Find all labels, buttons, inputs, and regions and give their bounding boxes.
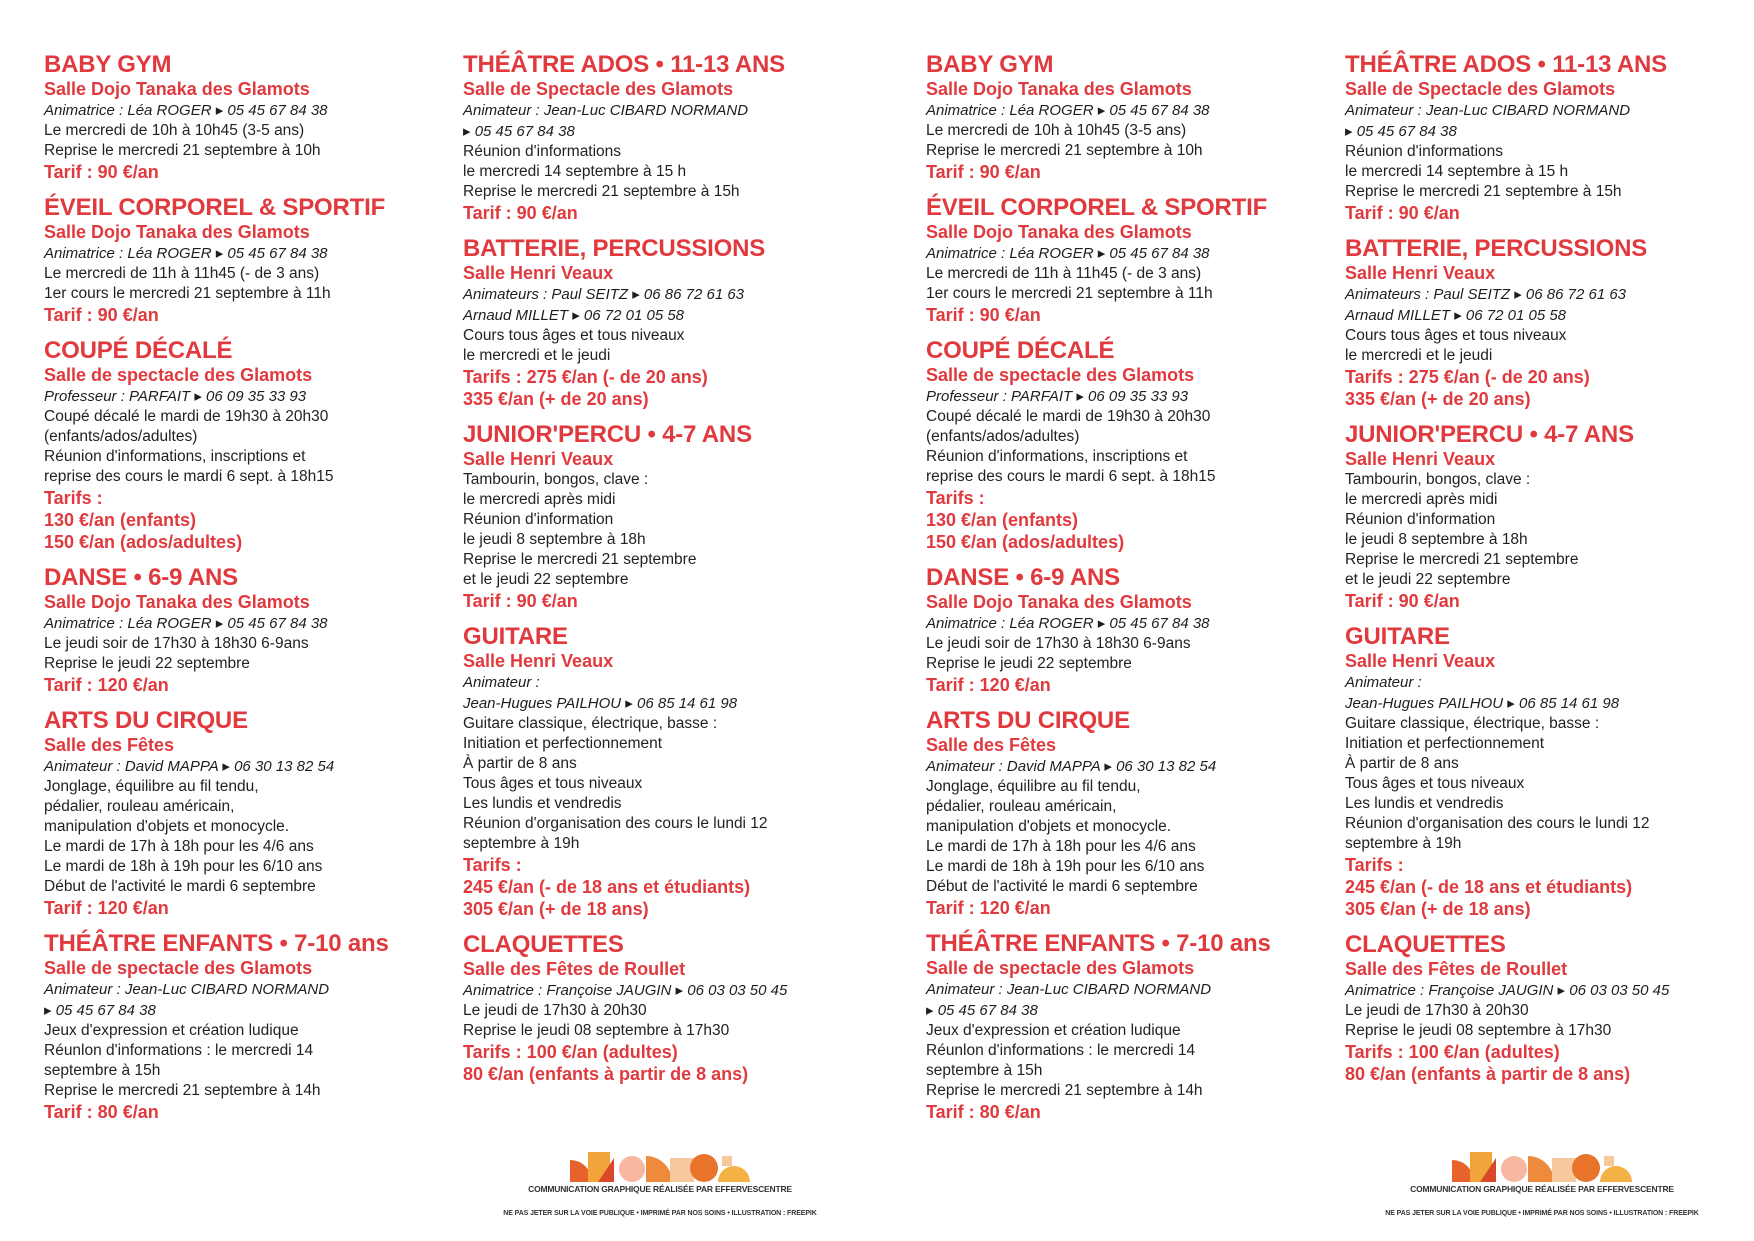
activity-detail: Reprise le mercredi 21 septembre à 14h [926,1082,1203,1099]
activity-tarif: Tarif : 80 €/an [926,1102,1041,1122]
activity-title: JUNIOR'PERCU • 4-7 ANS [1345,421,1634,448]
activity-detail: Le mercredi de 10h à 10h45 (3-5 ans) [926,122,1187,139]
column-4-repeat [1345,50,1754,1095]
activity-title: COUPÉ DÉCALÉ [44,337,233,364]
activity-venue: Salle de spectacle des Glamots [926,958,1195,978]
activity-title: DANSE • 6-9 ANS [44,564,238,591]
activity-venue: Salle des Fêtes de Roullet [463,959,686,979]
activity-detail: Le mardi de 18h à 19h pour les 6/10 ans [44,858,323,875]
activity-title: BABY GYM [926,51,1054,78]
activity-detail: (enfants/ados/adultes) [44,428,198,445]
activity-section [926,706,1346,919]
activity-detail: Guitare classique, électrique, basse : [463,715,718,732]
activity-title: CLAQUETTES [463,931,624,958]
activity-detail: le mercredi et le jeudi [463,347,611,364]
activity-detail: Cours tous âges et tous niveaux [1345,327,1567,344]
activity-title: ARTS DU CIRQUE [44,707,248,734]
activity-detail: Jeux d'expression et création ludique [926,1022,1181,1039]
activity-title: DANSE • 6-9 ANS [926,564,1120,591]
activity-venue: Salle Henri Veaux [463,651,614,671]
activity-detail: Le mercredi de 11h à 11h45 (- de 3 ans) [44,265,320,282]
activity-detail: À partir de 8 ans [463,755,577,772]
effervescentre-logo-icon [1452,1152,1632,1182]
activity-detail: Coupé décalé le mardi de 19h30 à 20h30 [44,408,329,425]
activity-venue: Salle des Fêtes de Roullet [1345,959,1568,979]
activity-tarif: Tarif : 90 €/an [44,305,159,325]
activity-section [926,50,1346,183]
activity-section [44,50,464,183]
activity-contact: Jean-Hugues PAILHOU ▸ 06 85 14 61 98 [463,695,738,712]
activity-detail: Réunlon d'informations : le mercredi 14 [44,1042,314,1059]
activity-detail: Reprise le mercredi 21 septembre à 14h [44,1082,321,1099]
activity-contact: Animateur : Jean-Luc CIBARD NORMAND [44,981,330,998]
activity-venue: Salle Dojo Tanaka des Glamots [926,222,1192,242]
activity-detail: Reprise le mercredi 21 septembre à 10h [926,142,1203,159]
activity-tarif: 80 €/an (enfants à partir de 8 ans) [463,1064,749,1084]
activity-section [463,622,883,920]
activity-detail: reprise des cours le mardi 6 sept. à 18h15 [926,468,1216,485]
activity-contact: Arnaud MILLET ▸ 06 72 01 05 58 [1345,307,1567,324]
activity-detail: le mercredi après midi [1345,491,1498,508]
activity-section [463,234,883,410]
activity-section [44,336,464,553]
activity-detail: Les lundis et vendredis [1345,795,1504,812]
activity-title: THÉÂTRE ENFANTS • 7-10 ans [44,930,389,957]
activity-contact: Animateur : Jean-Luc CIBARD NORMAND [463,102,749,119]
activity-detail: Réunlon d'informations : le mercredi 14 [926,1042,1196,1059]
activity-detail: Réunion d'informations [463,143,622,160]
activity-detail: Le mercredi de 10h à 10h45 (3-5 ans) [44,122,305,139]
activity-detail: Initiation et perfectionnement [463,735,663,752]
activity-detail: Reprise le mercredi 21 septembre à 10h [44,142,321,159]
activity-tarif: Tarifs : 100 €/an (adultes) [463,1042,678,1062]
activity-contact: Animatrice : Françoise JAUGIN ▸ 06 03 03 50 45 [463,982,788,999]
activity-contact: Animateur : David MAPPA ▸ 06 30 13 82 54 [926,758,1217,775]
activity-detail: manipulation d'objets et monocycle. [926,818,1172,835]
activity-detail: Début de l'activité le mardi 6 septembre [926,878,1198,895]
activity-tarif: 335 €/an (+ de 20 ans) [1345,389,1531,409]
activity-tarif: Tarif : 120 €/an [926,675,1051,695]
activity-tarif: 245 €/an (- de 18 ans et étudiants) [1345,877,1633,897]
activity-section [1345,234,1754,410]
activity-detail: Reprise le mercredi 21 septembre [1345,551,1579,568]
activity-tarif: Tarif : 90 €/an [926,305,1041,325]
activity-tarif: Tarifs : [463,855,522,875]
activity-tarif: Tarif : 90 €/an [1345,591,1460,611]
activity-tarif: Tarif : 80 €/an [44,1102,159,1122]
activity-section [44,193,464,326]
activity-contact: ▸ 05 45 67 84 38 [926,1002,1038,1019]
activity-contact: Animateur : [1345,674,1422,691]
activity-contact: Animateur : Jean-Luc CIBARD NORMAND [1345,102,1631,119]
activity-venue: Salle des Fêtes [44,735,175,755]
activity-detail: Le jeudi de 17h30 à 20h30 [463,1002,647,1019]
activity-detail: Reprise le jeudi 22 septembre [926,655,1132,672]
activity-contact: Professeur : PARFAIT ▸ 06 09 35 33 93 [44,388,307,405]
activity-venue: Salle Henri Veaux [1345,651,1496,671]
activity-contact: Animateurs : Paul SEITZ ▸ 06 86 72 61 63 [1345,286,1627,303]
activity-detail: Réunion d'informations, inscriptions et [44,448,306,465]
activity-detail: Jonglage, équilibre au fil tendu, [926,778,1141,795]
activity-detail: Les lundis et vendredis [463,795,622,812]
activity-contact: Animatrice : Léa ROGER ▸ 05 45 67 84 38 [44,615,328,632]
activity-section [926,929,1346,1123]
activity-detail: Le mardi de 18h à 19h pour les 6/10 ans [926,858,1205,875]
activity-detail: Reprise le jeudi 08 septembre à 17h30 [1345,1022,1612,1039]
activity-title: CLAQUETTES [1345,931,1506,958]
activity-tarif: Tarif : 90 €/an [463,203,578,223]
activity-detail: Le mercredi de 11h à 11h45 (- de 3 ans) [926,265,1202,282]
activity-section [463,50,883,224]
activity-section [1345,420,1754,612]
activity-detail: Jeux d'expression et création ludique [44,1022,299,1039]
activity-detail: Coupé décalé le mardi de 19h30 à 20h30 [926,408,1211,425]
activity-detail: Le jeudi soir de 17h30 à 18h30 6-9ans [44,635,309,652]
activity-tarif: Tarif : 120 €/an [926,898,1051,918]
activity-detail: Reprise le mercredi 21 septembre [463,551,697,568]
activity-venue: Salle de Spectacle des Glamots [463,79,734,99]
activity-tarif: 130 €/an (enfants) [44,510,197,530]
activity-section [926,563,1346,696]
activity-section [926,336,1346,553]
activity-contact: Animatrice : Léa ROGER ▸ 05 45 67 84 38 [44,102,328,119]
activity-contact: Jean-Hugues PAILHOU ▸ 06 85 14 61 98 [1345,695,1620,712]
activity-venue: Salle Dojo Tanaka des Glamots [926,79,1192,99]
activity-detail: Tambourin, bongos, clave : [1345,471,1531,488]
activity-detail: le mercredi et le jeudi [1345,347,1493,364]
activity-tarif: 245 €/an (- de 18 ans et étudiants) [463,877,751,897]
activity-title: ARTS DU CIRQUE [926,707,1130,734]
activity-title: BATTERIE, PERCUSSIONS [1345,235,1648,262]
activity-tarif: Tarif : 90 €/an [44,162,159,182]
activity-tarif: Tarifs : [926,488,985,508]
activity-section [463,930,883,1085]
activity-detail: septembre à 19h [1345,835,1462,852]
activity-contact: Animatrice : Léa ROGER ▸ 05 45 67 84 38 [926,102,1210,119]
activity-tarif: Tarif : 120 €/an [44,675,169,695]
activity-detail: septembre à 15h [44,1062,161,1079]
activity-detail: Réunion d'information [463,511,614,528]
activity-detail: Le jeudi soir de 17h30 à 18h30 6-9ans [926,635,1191,652]
activity-detail: pédalier, rouleau américain, [926,798,1117,815]
activity-tarif: Tarifs : [1345,855,1404,875]
activity-tarif: Tarif : 90 €/an [1345,203,1460,223]
activity-section [1345,622,1754,920]
footer-disclaimer: NE PAS JETER SUR LA VOIE PUBLIQUE • IMPRIMÉ PAR NOS SOINS • ILLUSTRATION : FREEPIK [503,1210,817,1217]
activity-detail: le jeudi 8 septembre à 18h [463,531,646,548]
activity-detail: 1er cours le mercredi 21 septembre à 11h [44,285,331,302]
activity-title: GUITARE [1345,623,1450,650]
activity-detail: et le jeudi 22 septembre [463,571,629,588]
activity-detail: Tambourin, bongos, clave : [463,471,649,488]
activity-contact: Professeur : PARFAIT ▸ 06 09 35 33 93 [926,388,1189,405]
activity-detail: Initiation et perfectionnement [1345,735,1545,752]
activity-venue: Salle Dojo Tanaka des Glamots [44,79,310,99]
activity-title: ÉVEIL CORPOREL & SPORTIF [926,194,1268,221]
activity-title: THÉÂTRE ENFANTS • 7-10 ans [926,930,1271,957]
footer-credit: COMMUNICATION GRAPHIQUE RÉALISÉE PAR EFFERVESCENTRE [1410,1184,1674,1194]
activity-tarif: Tarifs : 275 €/an (- de 20 ans) [463,367,708,387]
activity-venue: Salle de spectacle des Glamots [926,365,1195,385]
activity-detail: Jonglage, équilibre au fil tendu, [44,778,259,795]
activity-detail: et le jeudi 22 septembre [1345,571,1511,588]
activity-detail: Tous âges et tous niveaux [1345,775,1525,792]
activity-detail: Reprise le mercredi 21 septembre à 15h [463,183,740,200]
activity-contact: ▸ 05 45 67 84 38 [44,1002,156,1019]
footer-disclaimer: NE PAS JETER SUR LA VOIE PUBLIQUE • IMPRIMÉ PAR NOS SOINS • ILLUSTRATION : FREEPIK [1385,1210,1699,1217]
column-3-repeat [926,50,1346,1133]
activity-venue: Salle des Fêtes [926,735,1057,755]
activity-contact: Animateur : [463,674,540,691]
activity-detail: Tous âges et tous niveaux [463,775,643,792]
activity-tarif: 305 €/an (+ de 18 ans) [463,899,649,919]
activity-title: THÉÂTRE ADOS • 11-13 ANS [463,51,785,78]
activity-tarif: Tarifs : 275 €/an (- de 20 ans) [1345,367,1590,387]
activity-venue: Salle Henri Veaux [463,263,614,283]
activity-title: COUPÉ DÉCALÉ [926,337,1115,364]
activity-title: THÉÂTRE ADOS • 11-13 ANS [1345,51,1667,78]
activity-detail: reprise des cours le mardi 6 sept. à 18h15 [44,468,334,485]
activity-tarif: Tarif : 120 €/an [44,898,169,918]
activity-tarif: 305 €/an (+ de 18 ans) [1345,899,1531,919]
activity-tarif: 150 €/an (ados/adultes) [44,532,243,552]
activity-detail: manipulation d'objets et monocycle. [44,818,290,835]
activity-contact: Animateur : Jean-Luc CIBARD NORMAND [926,981,1212,998]
activity-section [1345,930,1754,1085]
column-2 [463,50,883,1095]
activity-tarif: 130 €/an (enfants) [926,510,1079,530]
activity-detail: Réunion d'informations, inscriptions et [926,448,1188,465]
activity-detail: 1er cours le mercredi 21 septembre à 11h [926,285,1213,302]
activity-venue: Salle Dojo Tanaka des Glamots [44,592,310,612]
activity-contact: Animatrice : Léa ROGER ▸ 05 45 67 84 38 [44,245,328,262]
activity-detail: À partir de 8 ans [1345,755,1459,772]
activity-venue: Salle de spectacle des Glamots [44,365,313,385]
activity-contact: Arnaud MILLET ▸ 06 72 01 05 58 [463,307,685,324]
activity-detail: Reprise le jeudi 22 septembre [44,655,250,672]
activity-tarif: 335 €/an (+ de 20 ans) [463,389,649,409]
effervescentre-logo-icon [570,1152,750,1182]
activity-venue: Salle Henri Veaux [1345,449,1496,469]
activity-detail: Reprise le mercredi 21 septembre à 15h [1345,183,1622,200]
activity-detail: Le mardi de 17h à 18h pour les 4/6 ans [926,838,1196,855]
activity-title: BATTERIE, PERCUSSIONS [463,235,766,262]
activity-tarif: Tarif : 90 €/an [463,591,578,611]
activity-detail: septembre à 19h [463,835,580,852]
activity-contact: Animatrice : Léa ROGER ▸ 05 45 67 84 38 [926,245,1210,262]
footer-logo-block [500,1152,820,1217]
activity-section [1345,50,1754,224]
activity-contact: Animatrice : Françoise JAUGIN ▸ 06 03 03 50 45 [1345,982,1670,999]
activity-detail: le mercredi 14 septembre à 15 h [1345,163,1569,180]
activity-detail: Réunion d'organisation des cours le lundi 12 [1345,815,1650,832]
activity-detail: Reprise le jeudi 08 septembre à 17h30 [463,1022,730,1039]
activity-detail: Le mardi de 17h à 18h pour les 4/6 ans [44,838,314,855]
activity-contact: Animateurs : Paul SEITZ ▸ 06 86 72 61 63 [463,286,745,303]
activity-title: ÉVEIL CORPOREL & SPORTIF [44,194,386,221]
activity-venue: Salle de spectacle des Glamots [44,958,313,978]
activity-detail: le jeudi 8 septembre à 18h [1345,531,1528,548]
activity-tarif: Tarif : 90 €/an [926,162,1041,182]
activity-detail: Réunion d'informations [1345,143,1504,160]
activity-detail: le mercredi après midi [463,491,616,508]
footer-logo-block-repeat [1382,1152,1702,1217]
activity-title: BABY GYM [44,51,172,78]
activity-tarif: 150 €/an (ados/adultes) [926,532,1125,552]
footer-credit: COMMUNICATION GRAPHIQUE RÉALISÉE PAR EFFERVESCENTRE [528,1184,792,1194]
activity-venue: Salle Dojo Tanaka des Glamots [926,592,1192,612]
activity-tarif: Tarifs : [44,488,103,508]
activity-detail: septembre à 15h [926,1062,1043,1079]
activity-section [463,420,883,612]
activity-tarif: Tarifs : 100 €/an (adultes) [1345,1042,1560,1062]
activity-detail: Cours tous âges et tous niveaux [463,327,685,344]
activity-title: GUITARE [463,623,568,650]
activity-contact: ▸ 05 45 67 84 38 [463,123,575,140]
activity-contact: ▸ 05 45 67 84 38 [1345,123,1457,140]
activity-tarif: 80 €/an (enfants à partir de 8 ans) [1345,1064,1631,1084]
activity-section [44,563,464,696]
activity-detail: (enfants/ados/adultes) [926,428,1080,445]
activity-detail: pédalier, rouleau américain, [44,798,235,815]
activity-venue: Salle Dojo Tanaka des Glamots [44,222,310,242]
activity-title: JUNIOR'PERCU • 4-7 ANS [463,421,752,448]
activity-venue: Salle de Spectacle des Glamots [1345,79,1616,99]
activity-section [926,193,1346,326]
activity-venue: Salle Henri Veaux [1345,263,1496,283]
activity-detail: Début de l'activité le mardi 6 septembre [44,878,316,895]
column-1 [44,50,464,1133]
activity-contact: Animateur : David MAPPA ▸ 06 30 13 82 54 [44,758,335,775]
activity-section [44,706,464,919]
activity-section [44,929,464,1123]
activity-detail: Le jeudi de 17h30 à 20h30 [1345,1002,1529,1019]
activity-detail: le mercredi 14 septembre à 15 h [463,163,687,180]
activity-venue: Salle Henri Veaux [463,449,614,469]
activity-detail: Réunion d'information [1345,511,1496,528]
activity-detail: Réunion d'organisation des cours le lundi 12 [463,815,768,832]
activity-detail: Guitare classique, électrique, basse : [1345,715,1600,732]
activity-contact: Animatrice : Léa ROGER ▸ 05 45 67 84 38 [926,615,1210,632]
